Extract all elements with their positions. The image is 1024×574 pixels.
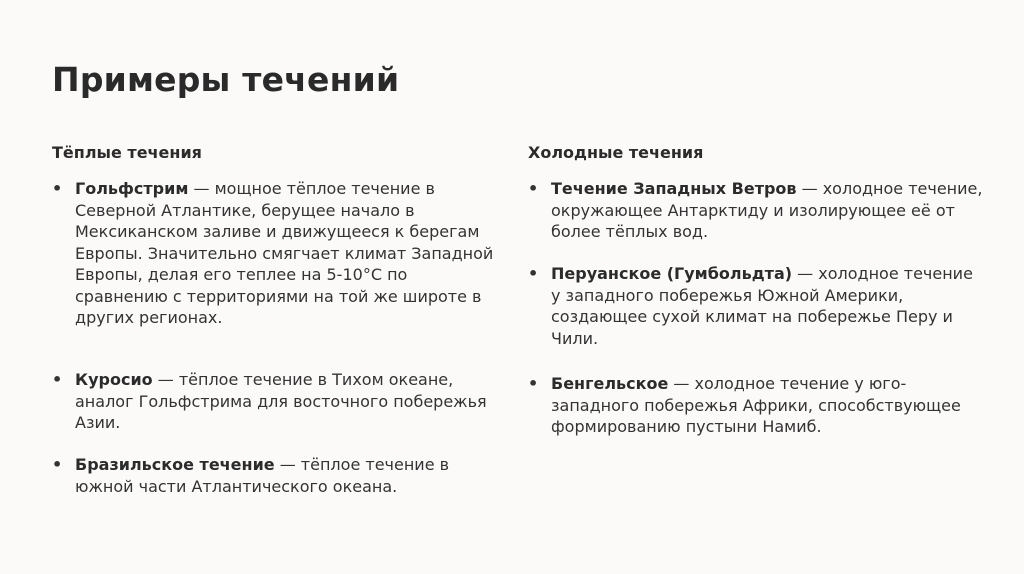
item-description: — холодное течение у юго-западного побережья Африки, способствующее формированию пустыни Намиб. — [551, 374, 961, 436]
item-description: — тёплое течение в южной части Атлантического океана. — [75, 455, 450, 496]
item-description: — холодное течение у западного побережья Южной Америки, создающее сухой климат на побережье Перу и Чили. — [551, 264, 973, 348]
bullet-icon: • — [52, 455, 63, 474]
warm-currents-heading: Тёплые течения — [52, 143, 202, 162]
item-term: Бенгельское — [551, 374, 669, 393]
list-item-gulf-stream — [52, 178, 499, 329]
bullet-icon: • — [528, 179, 539, 198]
list-item-benguela-current — [528, 373, 983, 438]
bullet-icon: • — [528, 264, 539, 283]
item-term: Течение Западных Ветров — [551, 179, 797, 198]
item-term: Бразильское течение — [75, 455, 275, 474]
list-item-kuroshio — [52, 369, 499, 434]
bullet-icon: • — [528, 374, 539, 393]
item-description: — мощное тёплое течение в Северной Атлантике, берущее начало в Мексиканском заливе и движущееся к берегам Европы. Значительно смягчает климат Западной Европы, делая его теплее на 5-10°C по сравнению с территориями на той же широте в других регионах. — [75, 179, 494, 327]
item-term: Гольфстрим — [75, 179, 189, 198]
warm-currents-column — [52, 142, 502, 496]
bullet-icon: • — [52, 179, 63, 198]
item-term: Куросио — [75, 370, 153, 389]
slide-title: Примеры течений — [52, 60, 400, 99]
cold-currents-column — [528, 142, 988, 436]
list-item-brazil-current — [52, 454, 499, 497]
list-item-humboldt-current — [528, 263, 983, 349]
item-term: Перуанское (Гумбольдта) — [551, 264, 793, 283]
cold-currents-heading: Холодные течения — [528, 143, 704, 162]
item-description: — тёплое течение в Тихом океане, аналог Гольфстрима для восточного побережья Азии. — [75, 370, 487, 432]
bullet-icon: • — [52, 370, 63, 389]
list-item-west-wind-drift — [528, 178, 983, 243]
item-description: — холодное течение, окружающее Антарктиду и изолирующее её от более тёплых вод. — [551, 179, 983, 241]
